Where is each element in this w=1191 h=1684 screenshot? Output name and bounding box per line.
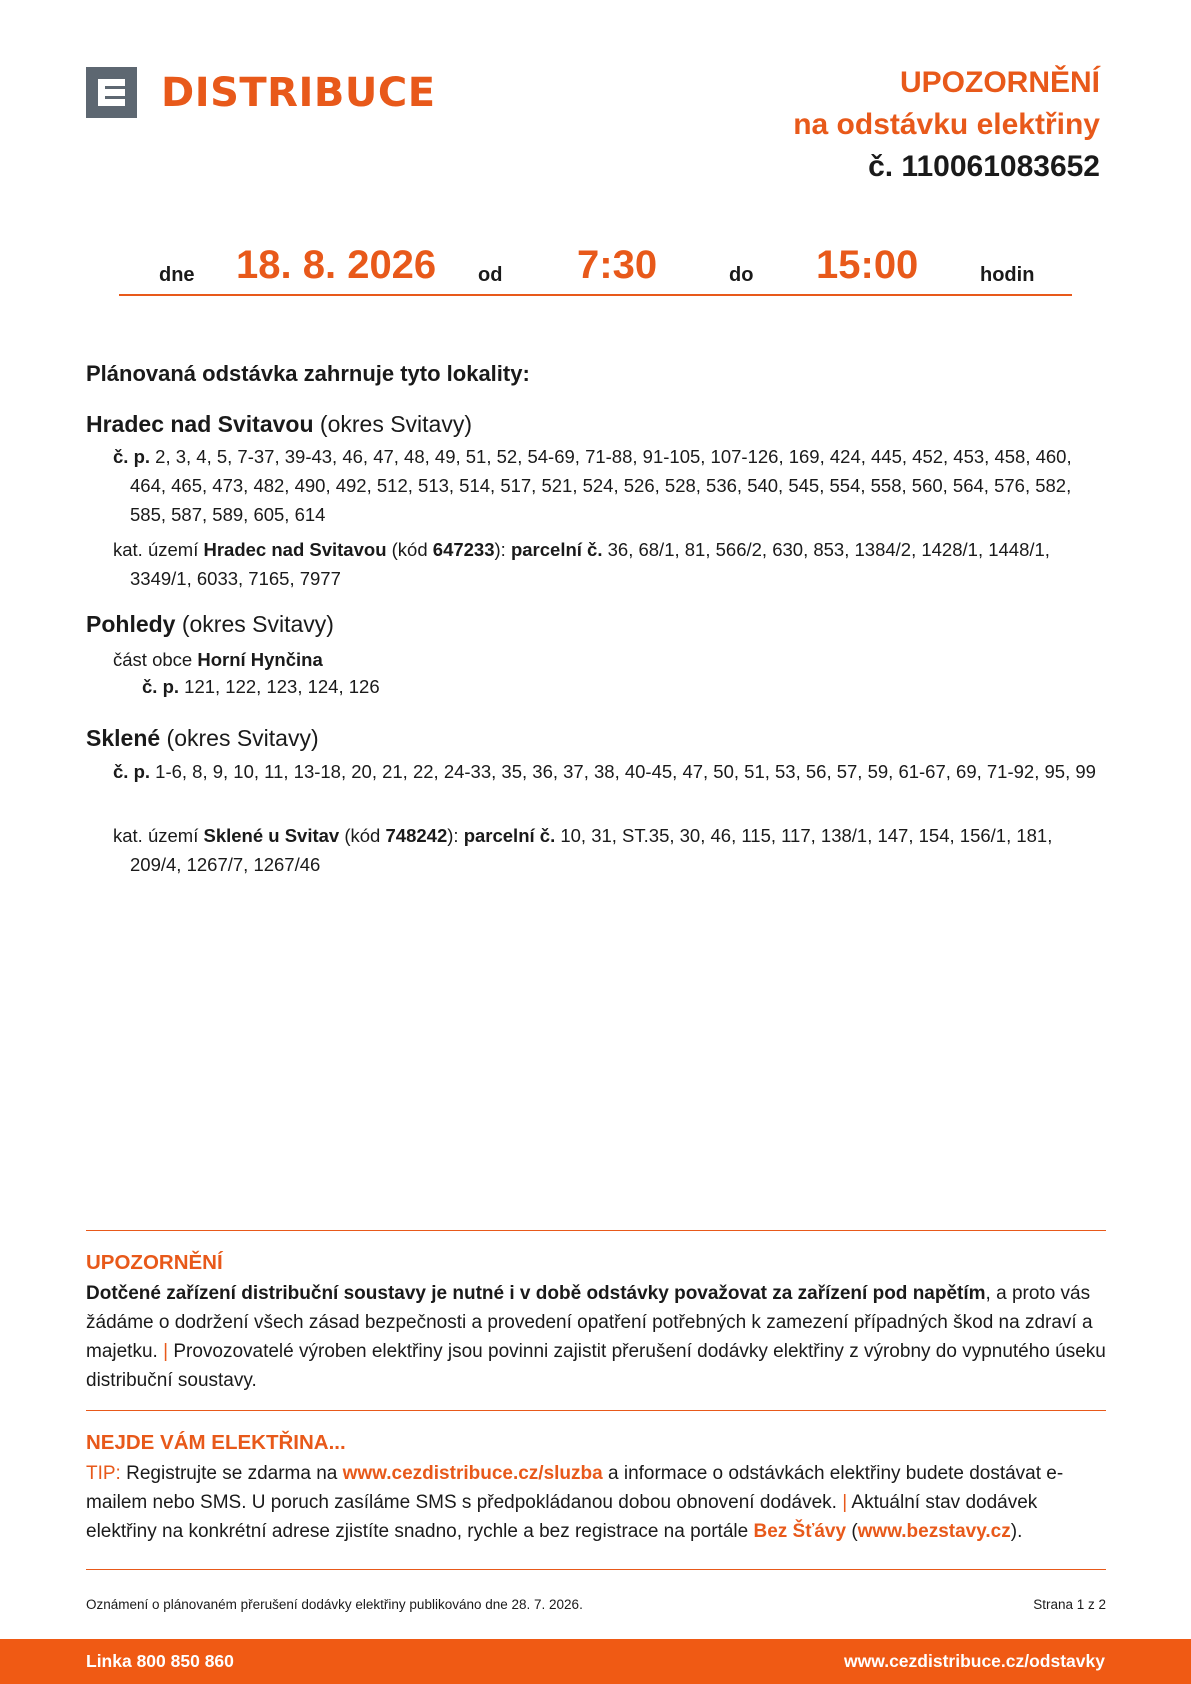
warning-title: UPOZORNĚNÍ bbox=[86, 1251, 223, 1274]
location-title bbox=[86, 611, 334, 638]
footer-bar bbox=[0, 1639, 1191, 1684]
warning-text-part: Provozovatelé výroben elektřiny jsou povinni zajistit přerušení dodávky elektřiny z výrobny do vypnutého úseku distribuční soustavy. bbox=[86, 1341, 1106, 1391]
parcels-list: 10, 31, ST.35, 30, 46, 115, 117, 138/1, 147, 154, 156/1, 181, 209/4, 1267/7, 1267/46 bbox=[130, 825, 1053, 875]
cadastral-name: Sklené u Svitav bbox=[203, 825, 340, 846]
divider bbox=[86, 1230, 1106, 1231]
village-part bbox=[113, 645, 1103, 674]
location-name: Pohledy bbox=[86, 611, 176, 637]
outage-schedule bbox=[119, 240, 1072, 296]
cadastral-code: 748242 bbox=[385, 825, 448, 846]
separator: | bbox=[842, 1492, 848, 1513]
bez-stavy-brand: Bez Šťávy bbox=[753, 1521, 847, 1542]
location-title bbox=[86, 725, 319, 752]
notice-subtitle: na odstávku elektřiny bbox=[793, 108, 1100, 141]
paren: ( bbox=[851, 1521, 858, 1542]
location-district: (okres Svitavy) bbox=[166, 725, 319, 751]
parcels-list: 36, 68/1, 81, 566/2, 630, 853, 1384/2, 1428/1, 1448/1, 3349/1, 6033, 7165, 7977 bbox=[130, 539, 1050, 589]
outage-end-time: 15:00 bbox=[816, 243, 919, 287]
nopower-text-part: a informace o odstávkách elektřiny budete dostávat e-mailem nebo SMS. U poruch zasíláme SMS s předpokládanou dobou obnovení dodávek. bbox=[86, 1463, 1064, 1513]
house-numbers-list: 2, 3, 4, 5, 7-37, 39-43, 46, 47, 48, 49, 51, 52, 54-69, 71-88, 91-105, 107-126, 169, 424, 445, 452, 453, 458, 460, 464, 465, 473, 482, 490, 492, 512, 513, 514, 517, 521, 524, 526, 528, 536, 540, 545, 554, 558, 560, 564, 576, 582, 585, 587, 589, 605, 614 bbox=[130, 446, 1072, 525]
location-name: Sklené bbox=[86, 725, 161, 751]
parcels-label: parcelní č. bbox=[463, 825, 556, 846]
house-numbers-list: 121, 122, 123, 124, 126 bbox=[184, 676, 380, 697]
hours-label: hodin bbox=[980, 264, 1035, 286]
notice-heading bbox=[793, 62, 1100, 188]
house-numbers-list: 1-6, 8, 9, 10, 11, 13-18, 20, 21, 22, 24-33, 35, 36, 37, 38, 40-45, 47, 50, 51, 53, 56, 57, 59, 61-67, 69, 71-92, 95, 99 bbox=[155, 761, 1096, 782]
house-numbers-label: č. p. bbox=[113, 446, 151, 467]
divider bbox=[86, 1410, 1106, 1411]
divider bbox=[86, 1569, 1106, 1570]
nopower-text-part: Aktuální stav dodávek elektřiny na konkrétní adrese zjistíte snadno, rychle a bez registrace na portále bbox=[86, 1492, 1038, 1542]
code-close: ): bbox=[447, 825, 459, 846]
cadastral-name: Hradec nad Svitavou bbox=[203, 539, 387, 560]
house-numbers bbox=[142, 672, 1132, 701]
bezstavy-link[interactable]: www.bezstavy.cz bbox=[857, 1521, 1011, 1542]
code-label: (kód bbox=[391, 539, 428, 560]
date-label: dne bbox=[159, 264, 195, 286]
to-label: do bbox=[729, 264, 754, 286]
notice-number: č. 110061083652 bbox=[868, 150, 1100, 183]
publication-note: Oznámení o plánovaném přerušení dodávky elektřiny publikováno dne 28. 7. 2026. bbox=[86, 1597, 583, 1612]
nopower-text-part: Registrujte se zdarma na bbox=[126, 1463, 338, 1484]
house-numbers-label: č. p. bbox=[142, 676, 180, 697]
code-close: ): bbox=[494, 539, 506, 560]
house-numbers bbox=[113, 757, 1103, 786]
village-part-label: část obce bbox=[113, 649, 193, 670]
warning-text bbox=[86, 1279, 1111, 1395]
house-numbers bbox=[113, 442, 1103, 529]
from-label: od bbox=[478, 264, 503, 286]
warning-bold-text: Dotčené zařízení distribuční soustavy je nutné i v době odstávky považovat za zařízení pod napětím bbox=[86, 1283, 986, 1304]
house-numbers-label: č. p. bbox=[113, 761, 151, 782]
village-part-name: Horní Hynčina bbox=[197, 649, 323, 670]
outages-link[interactable]: www.cezdistribuce.cz/odstavky bbox=[844, 1651, 1105, 1671]
location-district: (okres Svitavy) bbox=[319, 411, 473, 437]
cadastral-code: 647233 bbox=[432, 539, 495, 560]
company-logo bbox=[86, 67, 436, 118]
notice-title: UPOZORNĚNÍ bbox=[899, 66, 1100, 99]
cez-logo-icon bbox=[86, 67, 137, 118]
location-title bbox=[86, 411, 472, 438]
paren: ). bbox=[1010, 1521, 1023, 1542]
cadastral-parcels bbox=[113, 535, 1103, 593]
nopower-title: NEJDE VÁM ELEKTŘINA... bbox=[86, 1431, 346, 1454]
parcels-label: parcelní č. bbox=[510, 539, 603, 560]
cadastral-label: kat. území bbox=[113, 539, 199, 560]
cadastral-parcels bbox=[113, 821, 1103, 879]
location-name: Hradec nad Svitavou bbox=[86, 411, 314, 437]
service-link[interactable]: www.cezdistribuce.cz/sluzba bbox=[342, 1463, 603, 1484]
location-district: (okres Svitavy) bbox=[181, 611, 334, 637]
hotline[interactable]: Linka 800 850 860 bbox=[86, 1651, 234, 1671]
tip-label: TIP: bbox=[86, 1463, 121, 1484]
outage-start-time: 7:30 bbox=[577, 243, 658, 287]
page-number: Strana 1 z 2 bbox=[1033, 1597, 1106, 1612]
brand-name: DISTRIBUCE bbox=[161, 69, 436, 116]
outage-date: 18. 8. 2026 bbox=[236, 243, 437, 287]
warning-text-part: , a proto vás žádáme o dodržení všech zásad bezpečnosti a provedení opatření potřebných k zamezení případných škod na zdraví a majetku. bbox=[86, 1283, 1093, 1362]
locations-intro: Plánovaná odstávka zahrnuje tyto lokality: bbox=[86, 361, 530, 386]
code-label: (kód bbox=[344, 825, 381, 846]
nopower-text bbox=[86, 1459, 1111, 1546]
cadastral-label: kat. území bbox=[113, 825, 199, 846]
separator: | bbox=[163, 1341, 169, 1362]
